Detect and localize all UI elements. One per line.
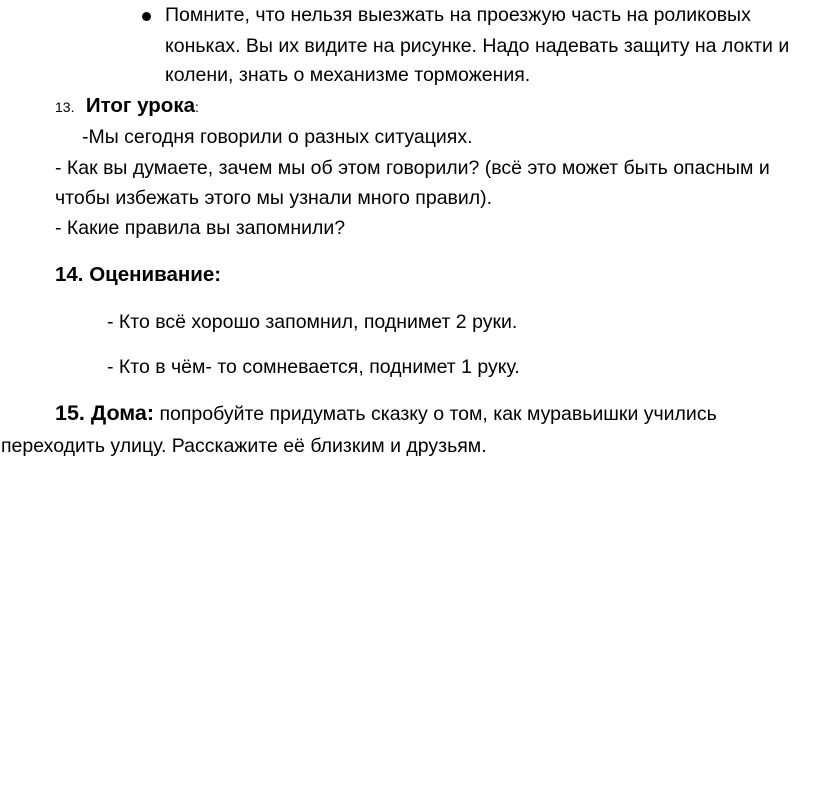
- bullet-line-1: Помните, что нельзя выезжать на проезжую часть на роликовых: [165, 4, 751, 26]
- bullet-line-2: коньках. Вы их видите на рисунке. Надо надевать защиту на локти и: [165, 35, 790, 57]
- section-13-line-4: - Какие правила вы запомнили?: [55, 217, 346, 239]
- section-13-line-3: чтобы избежать этого мы узнали много правил).: [55, 187, 493, 209]
- section-15-text-second: переходить улицу. Расскажите её близким и друзьям.: [1, 435, 487, 457]
- section-13-heading: [55, 96, 199, 117]
- bullet-dot-icon: [142, 12, 151, 21]
- section-13-colon: :: [195, 99, 199, 115]
- section-14-title: 14. Оценивание:: [55, 263, 222, 286]
- bullet-line-3: колени, знать о механизме торможения.: [165, 64, 531, 86]
- section-15-first-line: [55, 403, 717, 425]
- section-13-title: Итог урока: [85, 94, 195, 117]
- section-15-text-first: попробуйте придумать сказку о том, как муравьишки учились: [159, 403, 717, 425]
- section-15-title: 15. Дома:: [55, 401, 155, 425]
- section-14-line-1: - Кто всё хорошо запомнил, поднимет 2 руки.: [107, 311, 518, 333]
- section-13-number: 13.: [55, 99, 75, 115]
- section-14-line-2: - Кто в чём- то сомневается, поднимет 1 руку.: [107, 356, 520, 378]
- section-13-line-2: - Как вы думаете, зачем мы об этом говорили? (всё это может быть опасным и: [55, 157, 770, 179]
- section-13-line-1: -Мы сегодня говорили о разных ситуациях.: [82, 126, 473, 148]
